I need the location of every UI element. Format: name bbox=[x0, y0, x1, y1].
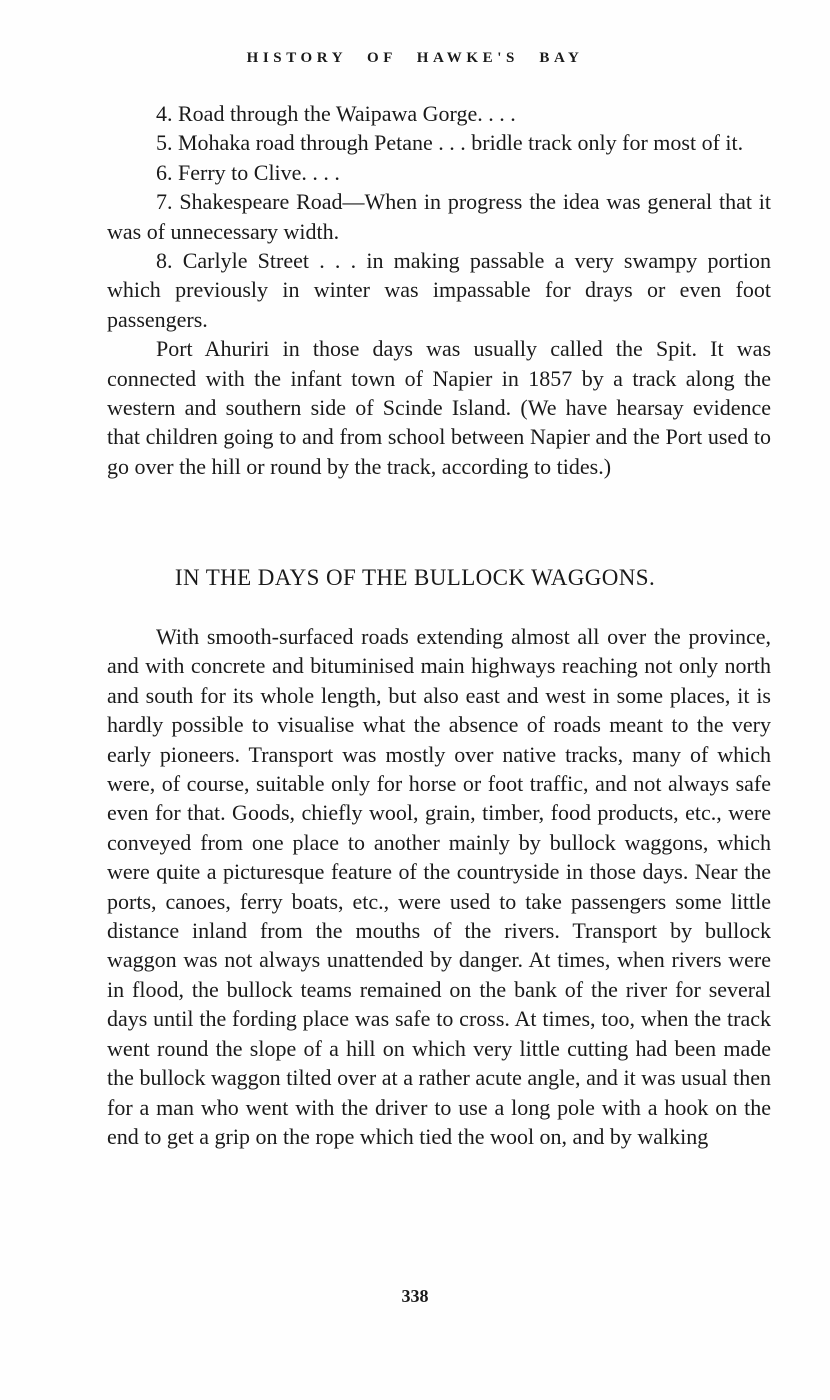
list-item: 7. Shakespeare Road—When in progress the idea was general that it was of unnecessary width. bbox=[107, 189, 771, 244]
section-heading: IN THE DAYS OF THE BULLOCK WAGGONS. bbox=[174, 565, 656, 590]
running-head: HISTORY OF HAWKE'S BAY bbox=[246, 50, 584, 66]
paragraph-bullock-waggons: With smooth-surfaced roads extending almost all over the province, and with concrete and bituminised main highways reaching not only north and south for its whole length, but also east and west in some places, it is hardly possible to visualise what the absence of roads meant to the very early pioneers. Transport was mostly over native tracks, many of which were, of course, suitable only for horse or foot traffic, and not always safe even for that. Goods, chiefly wool, grain, timber, food products, etc., were conveyed from one place to another mainly by bullock waggons, which were quite a picturesque feature of the countryside in those days. Near the ports, canoes, ferry boats, etc., were used to take passengers some little distance inland from the mouths of the rivers. Transport by bullock waggon was not always unattended by danger. At times, when rivers were in flood, the bullock teams remained on the bank of the river for several days until the fording place was safe to cross. At times, too, when the track went round the slope of a hill on which very little cutting had been made the bullock waggon tilted over at a rather acute angle, and it was usual then for a man who went with the driver to use a long pole with a hook on the end to get a grip on the rope which tied the wool on, and by walking bbox=[107, 624, 771, 1149]
page-number: 338 bbox=[401, 1286, 429, 1306]
list-item: 4. Road through the Waipawa Gorge. . . . bbox=[156, 101, 516, 126]
list-item: 6. Ferry to Clive. . . . bbox=[156, 159, 340, 185]
top-text-block bbox=[107, 99, 771, 481]
list-item-text: 5. Mohaka road through Petane . . . bridle track only for most of it. bbox=[156, 130, 744, 156]
bottom-text-block bbox=[107, 622, 771, 1151]
paragraph-port-ahuriri: Port Ahuriri in those days was usually called the Spit. It was connected with the infant town of Napier in 1857 by a track along the western and southern side of Scinde Island. (We have hearsay evidence that children going to and from school between Napier and the Port used to go over the hill or round by the track, according to tides.) bbox=[107, 336, 771, 479]
list-item bbox=[107, 128, 771, 157]
list-item: 8. Carlyle Street . . . in making passable a very swampy portion which previously in winter was impassable for drays or even foot passengers. bbox=[107, 248, 771, 332]
